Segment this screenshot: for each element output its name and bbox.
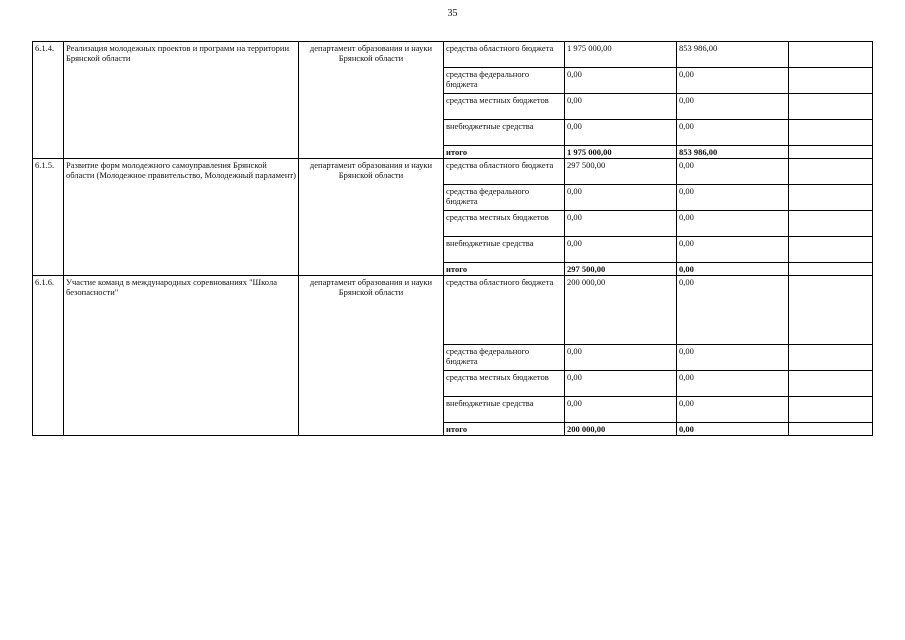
funding-source: средства федерального бюджета [444, 345, 565, 371]
amount-1: 0,00 [565, 185, 677, 211]
amount-2: 0,00 [677, 211, 789, 237]
total-amount-2: 0,00 [677, 423, 789, 436]
project-code: 6.1.5. [33, 159, 64, 276]
total-label: итого [444, 146, 565, 159]
total-amount-2: 853 986,00 [677, 146, 789, 159]
total-amount-1: 297 500,00 [565, 263, 677, 276]
total-amount-1: 200 000,00 [565, 423, 677, 436]
funding-source: внебюджетные средства [444, 397, 565, 423]
funding-source: средства федерального бюджета [444, 68, 565, 94]
amount-3 [789, 345, 873, 371]
amount-2: 0,00 [677, 159, 789, 185]
amount-3 [789, 211, 873, 237]
project-name: Развитие форм молодежного самоуправления Брянской области (Молодежное правительство, Молодежный парламент) [64, 159, 299, 276]
funding-source: средства областного бюджета [444, 276, 565, 345]
amount-1: 0,00 [565, 94, 677, 120]
amount-2: 0,00 [677, 237, 789, 263]
amount-2: 0,00 [677, 94, 789, 120]
amount-2: 0,00 [677, 185, 789, 211]
funding-source: средства федерального бюджета [444, 185, 565, 211]
project-department: департамент образования и науки Брянской области [299, 276, 444, 436]
amount-1: 1 975 000,00 [565, 42, 677, 68]
total-amount-3 [789, 146, 873, 159]
amount-3 [789, 371, 873, 397]
amount-3 [789, 237, 873, 263]
amount-1: 0,00 [565, 211, 677, 237]
amount-3 [789, 94, 873, 120]
amount-2: 0,00 [677, 120, 789, 146]
amount-1: 0,00 [565, 371, 677, 397]
amount-1: 200 000,00 [565, 276, 677, 345]
amount-1: 0,00 [565, 68, 677, 94]
amount-2: 853 986,00 [677, 42, 789, 68]
amount-3 [789, 159, 873, 185]
amount-1: 0,00 [565, 237, 677, 263]
amount-1: 0,00 [565, 120, 677, 146]
amount-3 [789, 42, 873, 68]
budget-table [32, 41, 873, 436]
amount-3 [789, 276, 873, 345]
funding-source: средства областного бюджета [444, 159, 565, 185]
project-department: департамент образования и науки Брянской области [299, 159, 444, 276]
project-name: Участие команд в международных соревнованиях "Школа безопасности" [64, 276, 299, 436]
total-amount-2: 0,00 [677, 263, 789, 276]
project-code: 6.1.6. [33, 276, 64, 436]
page-number: 35 [447, 8, 458, 19]
funding-source: внебюджетные средства [444, 237, 565, 263]
total-label: итого [444, 423, 565, 436]
total-amount-3 [789, 423, 873, 436]
project-department: департамент образования и науки Брянской области [299, 42, 444, 159]
amount-2: 0,00 [677, 371, 789, 397]
project-code: 6.1.4. [33, 42, 64, 159]
amount-2: 0,00 [677, 345, 789, 371]
amount-3 [789, 68, 873, 94]
amount-1: 0,00 [565, 345, 677, 371]
amount-3 [789, 120, 873, 146]
funding-source: средства местных бюджетов [444, 371, 565, 397]
amount-3 [789, 397, 873, 423]
amount-1: 297 500,00 [565, 159, 677, 185]
project-name: Реализация молодежных проектов и программ на территории Брянской области [64, 42, 299, 159]
total-amount-1: 1 975 000,00 [565, 146, 677, 159]
table-row [33, 159, 873, 185]
amount-2: 0,00 [677, 397, 789, 423]
amount-2: 0,00 [677, 68, 789, 94]
table-row [33, 42, 873, 68]
table-row [33, 276, 873, 345]
funding-source: средства местных бюджетов [444, 211, 565, 237]
amount-3 [789, 185, 873, 211]
total-label: итого [444, 263, 565, 276]
funding-source: внебюджетные средства [444, 120, 565, 146]
total-amount-3 [789, 263, 873, 276]
amount-1: 0,00 [565, 397, 677, 423]
funding-source: средства областного бюджета [444, 42, 565, 68]
funding-source: средства местных бюджетов [444, 94, 565, 120]
amount-2: 0,00 [677, 276, 789, 345]
